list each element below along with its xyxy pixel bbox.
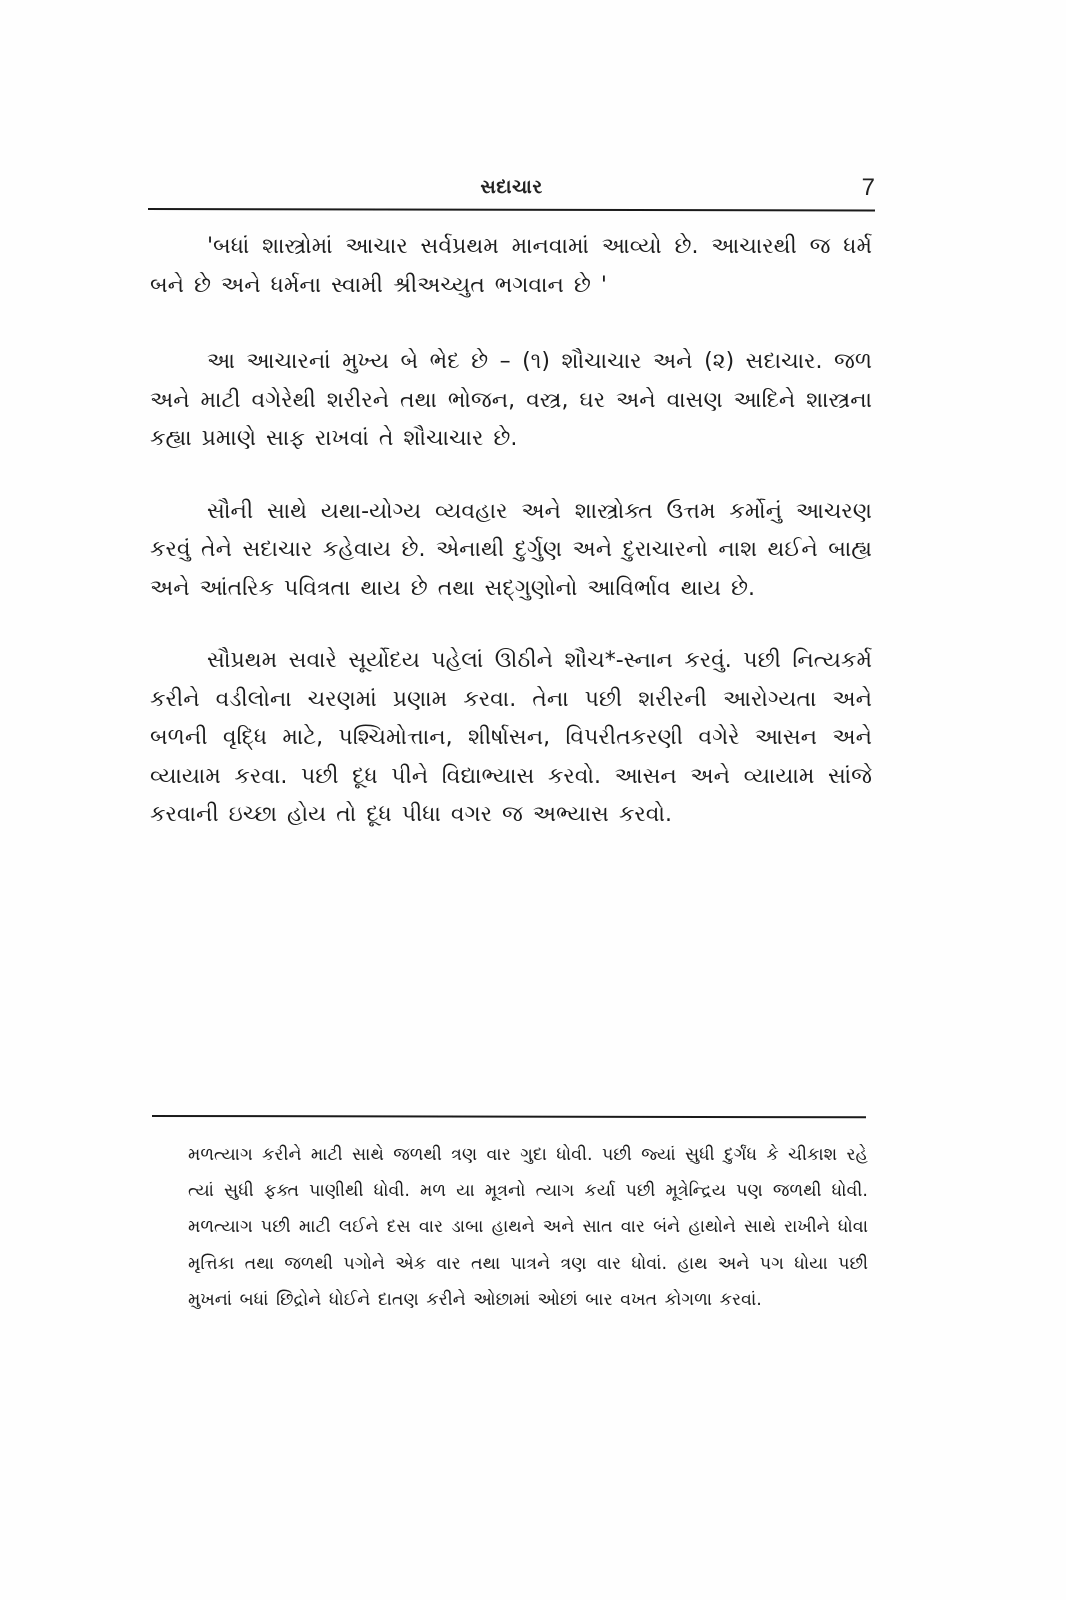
body-text — [150, 228, 872, 869]
paragraph-morning-routine: સૌપ્રથમ સવારે સૂર્યોદય પહેલાં ઊઠીને શૌચ*-સ્નાન કરવું. પછી નિત્યકર્મ કરીને વડીલોના ચરણમાં પ્રણામ કરવા. તેના પછી શરીરની આરોગ્યતા અને બળની વૃદ્ધિ માટે, પશ્ચિમોત્તાન, શીર્ષાસન, વિપરીતકરણી વગેરે આસન અને વ્યાયામ કરવા. પછી દૂધ પીને વિદ્યાભ્યાસ કરવો. આસન અને વ્યાયામ સાંજે કરવાની ઇચ્છા હોય તો દૂધ પીધા વગર જ અભ્યાસ કરવો. — [150, 648, 872, 827]
footnote-rule — [152, 1115, 866, 1118]
header-rule — [148, 208, 875, 212]
paragraph-types-of-conduct: આ આચારનાં મુખ્ય બે ભેદ છે – (૧) શૌચાચાર અને (૨) સદાચાર. જળ અને માટી વગેરેથી શરીરને તથા ભોજન, વસ્ત્ર, ઘર અને વાસણ આદિને શાસ્ત્રના કહ્યા પ્રમાણે સાફ રાખવાં તે શૌચાચાર છે. — [150, 349, 872, 451]
paragraph-sadachar-definition: સૌની સાથે યથા-યોગ્ય વ્યવહાર અને શાસ્ત્રોક્ત ઉત્તમ કર્મોનું આચરણ કરવું તેને સદાચાર કહેવાય છે. એનાથી દુર્ગુણ અને દુરાચારનો નાશ થઈને બાહ્ય અને આંતરિક પવિત્રતા થાય છે તથા સદ્‌ગુણોનો આવિર્ભાવ થાય છે. — [150, 498, 872, 601]
running-header — [148, 176, 875, 206]
paragraph-quote: 'બધાં શાસ્ત્રોમાં આચાર સર્વપ્રથમ માનવામાં આવ્યો છે. આચારથી જ ધર્મ બને છે અને ધર્મના સ્વામી શ્રીઅચ્યુત ભગવાન છે ' — [150, 234, 872, 298]
footnote: મળત્યાગ કરીને માટી સાથે જળથી ત્રણ વાર ગુદા ધોવી. પછી જ્યાં સુધી દુર્ગંધ કે ચીકાશ રહે ત્યાં સુધી ફક્ત પાણીથી ધોવી. મળ યા મૂત્રનો ત્યાગ કર્યા પછી મૂત્રેન્દ્રિય પણ જળથી ધોવી. મળત્યાગ પછી માટી લઈને દસ વાર ડાબા હાથને અને સાત વાર બંને હાથોને સાથે રાખીને ધોવા મૃત્તિકા તથા જળથી પગોને એક વાર તથા પાત્રને ત્રણ વાર ધોવાં. હાથ અને પગ ધોયા પછી મુખનાં બધાં છિદ્રોને ધોઈને દાતણ કરીને ઓછામાં ઓછાં બાર વખત કોગળા કરવાં. — [188, 1145, 868, 1310]
running-title: સદાચાર — [480, 176, 543, 198]
page-number: 7 — [861, 174, 875, 201]
